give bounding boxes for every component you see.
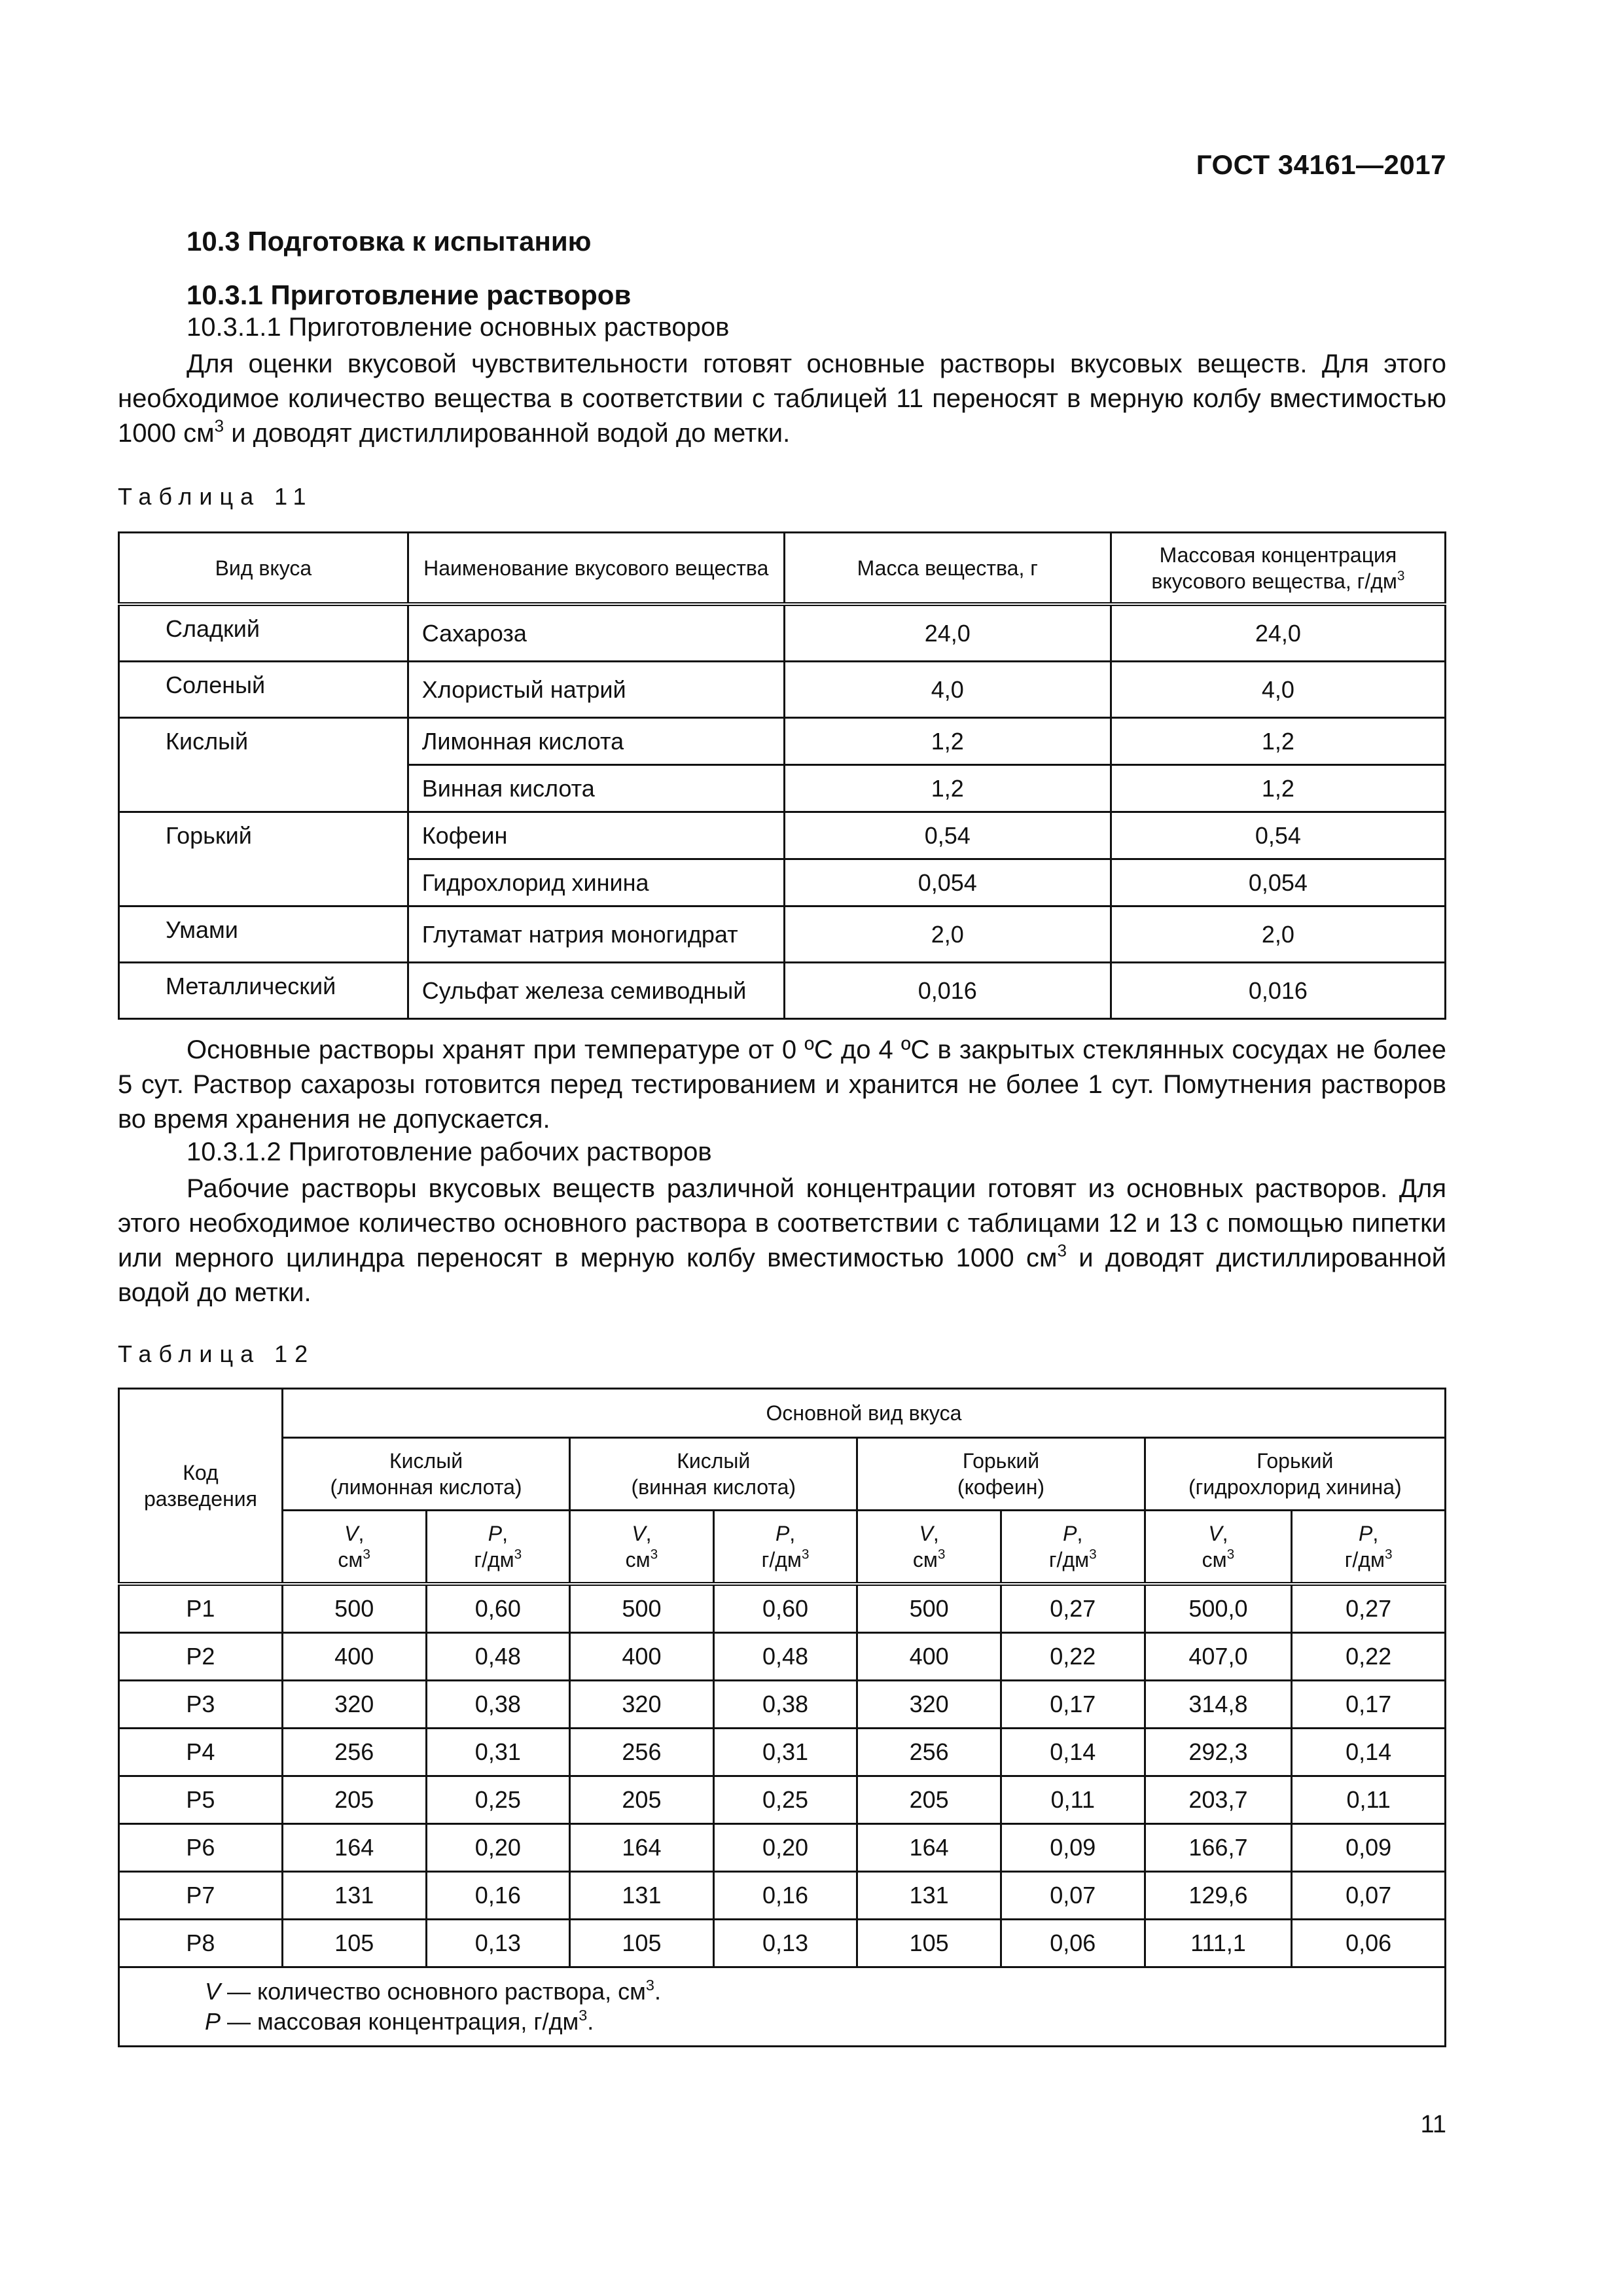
cell-v: 256 bbox=[282, 1729, 426, 1776]
cell-mass: 4,0 bbox=[784, 662, 1111, 718]
cell-p: 0,09 bbox=[1001, 1824, 1145, 1872]
cell-p: 0,06 bbox=[1292, 1920, 1446, 1967]
header-main-taste: Основной вид вкуса bbox=[282, 1389, 1445, 1438]
item-title-2: 10.3.1.2 Приготовление рабочих растворов bbox=[187, 1138, 712, 1166]
cell-p: 0,25 bbox=[713, 1776, 857, 1824]
cell-v: 400 bbox=[282, 1633, 426, 1681]
cell-p: 0,38 bbox=[713, 1681, 857, 1729]
cell-v: 205 bbox=[282, 1776, 426, 1824]
header-kind: Вид вкуса bbox=[119, 533, 408, 605]
cell-p: 0,48 bbox=[426, 1633, 570, 1681]
header-group: Кислый (винная кислота) bbox=[570, 1438, 857, 1511]
cell-v: 131 bbox=[282, 1872, 426, 1920]
cell-v: 400 bbox=[570, 1633, 714, 1681]
table-row bbox=[119, 1633, 1446, 1681]
cell-kind: Умами bbox=[119, 906, 408, 963]
table-row bbox=[119, 906, 1446, 963]
cell-v: 131 bbox=[570, 1872, 714, 1920]
header-concentration: Массовая концентрация вкусового вещества, $г/дм^3$ bbox=[1111, 533, 1445, 605]
cell-p: 0,14 bbox=[1292, 1729, 1446, 1776]
cell-p: 0,27 bbox=[1001, 1584, 1145, 1633]
cell-p: 0,25 bbox=[426, 1776, 570, 1824]
cell-kind: Металлический bbox=[119, 963, 408, 1019]
cell-v: 205 bbox=[570, 1776, 714, 1824]
cell-p: 0,06 bbox=[1001, 1920, 1145, 1967]
cell-code: Р2 bbox=[119, 1633, 283, 1681]
cell-conc: 1,2 bbox=[1111, 718, 1445, 765]
cell-v: 111,1 bbox=[1145, 1920, 1292, 1967]
paragraph-1: Для оценки вкусовой чувствительности готовят основные растворы вкусовых веществ. Для этого необходимое количество вещества в соответствии с таблицей 11 переносят в мерную колбу вместимостью 1000 $см^3$ и доводят дистиллированной водой до метки. bbox=[118, 350, 1446, 448]
cell-p: 0,27 bbox=[1292, 1584, 1446, 1633]
header-group: Горький (гидрохлорид хинина) bbox=[1145, 1438, 1445, 1511]
header-concentration: P, $г/дм^3$ bbox=[713, 1511, 857, 1585]
paragraph-3: Рабочие растворы вкусовых веществ различной концентрации готовят из основных растворов. Для этого необходимое количество основного раствора в соответствии с таблицами 12 и 13 с помощью пипетки или мерного цилиндра переносят в мерную колбу вместимостью 1000 $см^3$ и доводят дистиллированной водой до метки. bbox=[118, 1174, 1447, 1307]
cell-conc: 1,2 bbox=[1111, 765, 1445, 812]
table-row bbox=[119, 662, 1446, 718]
header-concentration: P, $г/дм^3$ bbox=[426, 1511, 570, 1585]
cell-v: 105 bbox=[282, 1920, 426, 1967]
cell-p: 0,16 bbox=[713, 1872, 857, 1920]
cell-v: 105 bbox=[570, 1920, 714, 1967]
table-11-caption: Таблица 11 bbox=[118, 483, 313, 510]
header-volume: V, $см^3$ bbox=[1145, 1511, 1292, 1585]
cell-v: 500,0 bbox=[1145, 1584, 1292, 1633]
cell-p: 0,20 bbox=[426, 1824, 570, 1872]
cell-p: 0,20 bbox=[713, 1824, 857, 1872]
cell-substance: Хлористый натрий bbox=[408, 662, 784, 718]
cell-v: 320 bbox=[282, 1681, 426, 1729]
cell-v: 292,3 bbox=[1145, 1729, 1292, 1776]
cell-p: 0,17 bbox=[1292, 1681, 1446, 1729]
cell-p: 0,60 bbox=[713, 1584, 857, 1633]
cell-v: 203,7 bbox=[1145, 1776, 1292, 1824]
cell-kind: Соленый bbox=[119, 662, 408, 718]
table-row bbox=[119, 1729, 1446, 1776]
cell-v: 129,6 bbox=[1145, 1872, 1292, 1920]
cell-p: 0,22 bbox=[1292, 1633, 1446, 1681]
cell-code: Р6 bbox=[119, 1824, 283, 1872]
cell-code: Р4 bbox=[119, 1729, 283, 1776]
cell-p: 0,13 bbox=[426, 1920, 570, 1967]
cell-v: 164 bbox=[570, 1824, 714, 1872]
cell-conc: 0,016 bbox=[1111, 963, 1445, 1019]
cell-substance: Глутамат натрия моногидрат bbox=[408, 906, 784, 963]
cell-p: 0,22 bbox=[1001, 1633, 1145, 1681]
cell-p: 0,48 bbox=[713, 1633, 857, 1681]
cell-p: 0,60 bbox=[426, 1584, 570, 1633]
cell-code: Р3 bbox=[119, 1681, 283, 1729]
cell-v: 320 bbox=[857, 1681, 1001, 1729]
cell-mass: 0,54 bbox=[784, 812, 1111, 859]
cell-p: 0,09 bbox=[1292, 1824, 1446, 1872]
cell-p: 0,31 bbox=[713, 1729, 857, 1776]
cell-code: Р7 bbox=[119, 1872, 283, 1920]
cell-p: 0,13 bbox=[713, 1920, 857, 1967]
cell-p: 0,16 bbox=[426, 1872, 570, 1920]
cell-p: 0,14 bbox=[1001, 1729, 1145, 1776]
header-volume: V, $см^3$ bbox=[282, 1511, 426, 1585]
header-group: Горький (кофеин) bbox=[857, 1438, 1145, 1511]
cell-mass: 2,0 bbox=[784, 906, 1111, 963]
cell-substance: Сахароза bbox=[408, 604, 784, 662]
header-concentration: P, $г/дм^3$ bbox=[1292, 1511, 1446, 1585]
table-row bbox=[119, 1681, 1446, 1729]
cell-substance: Лимонная кислота bbox=[408, 718, 784, 765]
cell-v: 164 bbox=[857, 1824, 1001, 1872]
cell-v: 500 bbox=[570, 1584, 714, 1633]
cell-substance: Гидрохлорид хинина bbox=[408, 859, 784, 906]
cell-p: 0,38 bbox=[426, 1681, 570, 1729]
cell-v: 500 bbox=[857, 1584, 1001, 1633]
standard-code: ГОСТ 34161—2017 bbox=[1196, 149, 1446, 180]
paragraph-2: Основные растворы хранят при температуре от 0 ºС до 4 ºС в закрытых стеклянных сосудах не более 5 сут. Раствор сахарозы готовится перед тестированием и хранится не более 1 сут. Помутнения растворов во время хранения не допускается. bbox=[118, 1035, 1446, 1134]
cell-mass: 0,016 bbox=[784, 963, 1111, 1019]
header-volume: V, $см^3$ bbox=[857, 1511, 1001, 1585]
page-number: 11 bbox=[1420, 2111, 1446, 2138]
cell-kind: Сладкий bbox=[119, 604, 408, 662]
cell-kind: Горький bbox=[119, 812, 408, 906]
cell-v: 256 bbox=[857, 1729, 1001, 1776]
cell-conc: 4,0 bbox=[1111, 662, 1445, 718]
cell-v: 105 bbox=[857, 1920, 1001, 1967]
header-mass: Масса вещества, г bbox=[784, 533, 1111, 605]
table-row bbox=[119, 1824, 1446, 1872]
cell-v: 407,0 bbox=[1145, 1633, 1292, 1681]
cell-p: 0,07 bbox=[1001, 1872, 1145, 1920]
cell-p: 0,17 bbox=[1001, 1681, 1145, 1729]
cell-v: 400 bbox=[857, 1633, 1001, 1681]
cell-v: 205 bbox=[857, 1776, 1001, 1824]
cell-substance: Винная кислота bbox=[408, 765, 784, 812]
cell-v: 166,7 bbox=[1145, 1824, 1292, 1872]
table-11 bbox=[118, 531, 1446, 1020]
cell-mass: 0,054 bbox=[784, 859, 1111, 906]
cell-v: 256 bbox=[570, 1729, 714, 1776]
table-note-row bbox=[119, 1967, 1446, 2047]
cell-code: Р1 bbox=[119, 1584, 283, 1633]
subsection-title: 10.3.1 Приготовление растворов bbox=[187, 279, 632, 310]
cell-p: 0,11 bbox=[1001, 1776, 1145, 1824]
cell-code: Р5 bbox=[119, 1776, 283, 1824]
cell-v: 500 bbox=[282, 1584, 426, 1633]
cell-conc: 2,0 bbox=[1111, 906, 1445, 963]
table-row bbox=[119, 604, 1446, 662]
cell-p: 0,31 bbox=[426, 1729, 570, 1776]
cell-p: 0,11 bbox=[1292, 1776, 1446, 1824]
header-concentration: P, $г/дм^3$ bbox=[1001, 1511, 1145, 1585]
cell-kind: Кислый bbox=[119, 718, 408, 812]
cell-mass: 24,0 bbox=[784, 604, 1111, 662]
cell-mass: 1,2 bbox=[784, 718, 1111, 765]
cell-substance: Сульфат железа семиводный bbox=[408, 963, 784, 1019]
header-group: Кислый (лимонная кислота) bbox=[282, 1438, 569, 1511]
table-note: V — количество основного раствора, $см^3$. P — массовая концентрация, $г/дм^3$. bbox=[119, 1967, 1446, 2047]
cell-conc: 0,54 bbox=[1111, 812, 1445, 859]
table-row bbox=[119, 1920, 1446, 1967]
header-volume: V, $см^3$ bbox=[570, 1511, 714, 1585]
table-header-row bbox=[119, 533, 1446, 605]
table-row bbox=[119, 812, 1446, 859]
table-row bbox=[119, 1872, 1446, 1920]
cell-conc: 0,054 bbox=[1111, 859, 1445, 906]
item-title-1: 10.3.1.1 Приготовление основных растворов bbox=[187, 313, 730, 342]
table-12-caption: Таблица 12 bbox=[118, 1340, 315, 1367]
table-12 bbox=[118, 1388, 1446, 2047]
cell-mass: 1,2 bbox=[784, 765, 1111, 812]
cell-p: 0,07 bbox=[1292, 1872, 1446, 1920]
cell-v: 131 bbox=[857, 1872, 1001, 1920]
section-title: 10.3 Подготовка к испытанию bbox=[187, 226, 592, 257]
table-row bbox=[119, 1776, 1446, 1824]
cell-conc: 24,0 bbox=[1111, 604, 1445, 662]
table-row bbox=[119, 718, 1446, 765]
header-substance: Наименование вкусового вещества bbox=[408, 533, 784, 605]
cell-code: Р8 bbox=[119, 1920, 283, 1967]
cell-v: 320 bbox=[570, 1681, 714, 1729]
cell-v: 314,8 bbox=[1145, 1681, 1292, 1729]
header-code: Код разведения bbox=[119, 1389, 283, 1585]
table-row bbox=[119, 963, 1446, 1019]
cell-substance: Кофеин bbox=[408, 812, 784, 859]
table-row bbox=[119, 1584, 1446, 1633]
cell-v: 164 bbox=[282, 1824, 426, 1872]
